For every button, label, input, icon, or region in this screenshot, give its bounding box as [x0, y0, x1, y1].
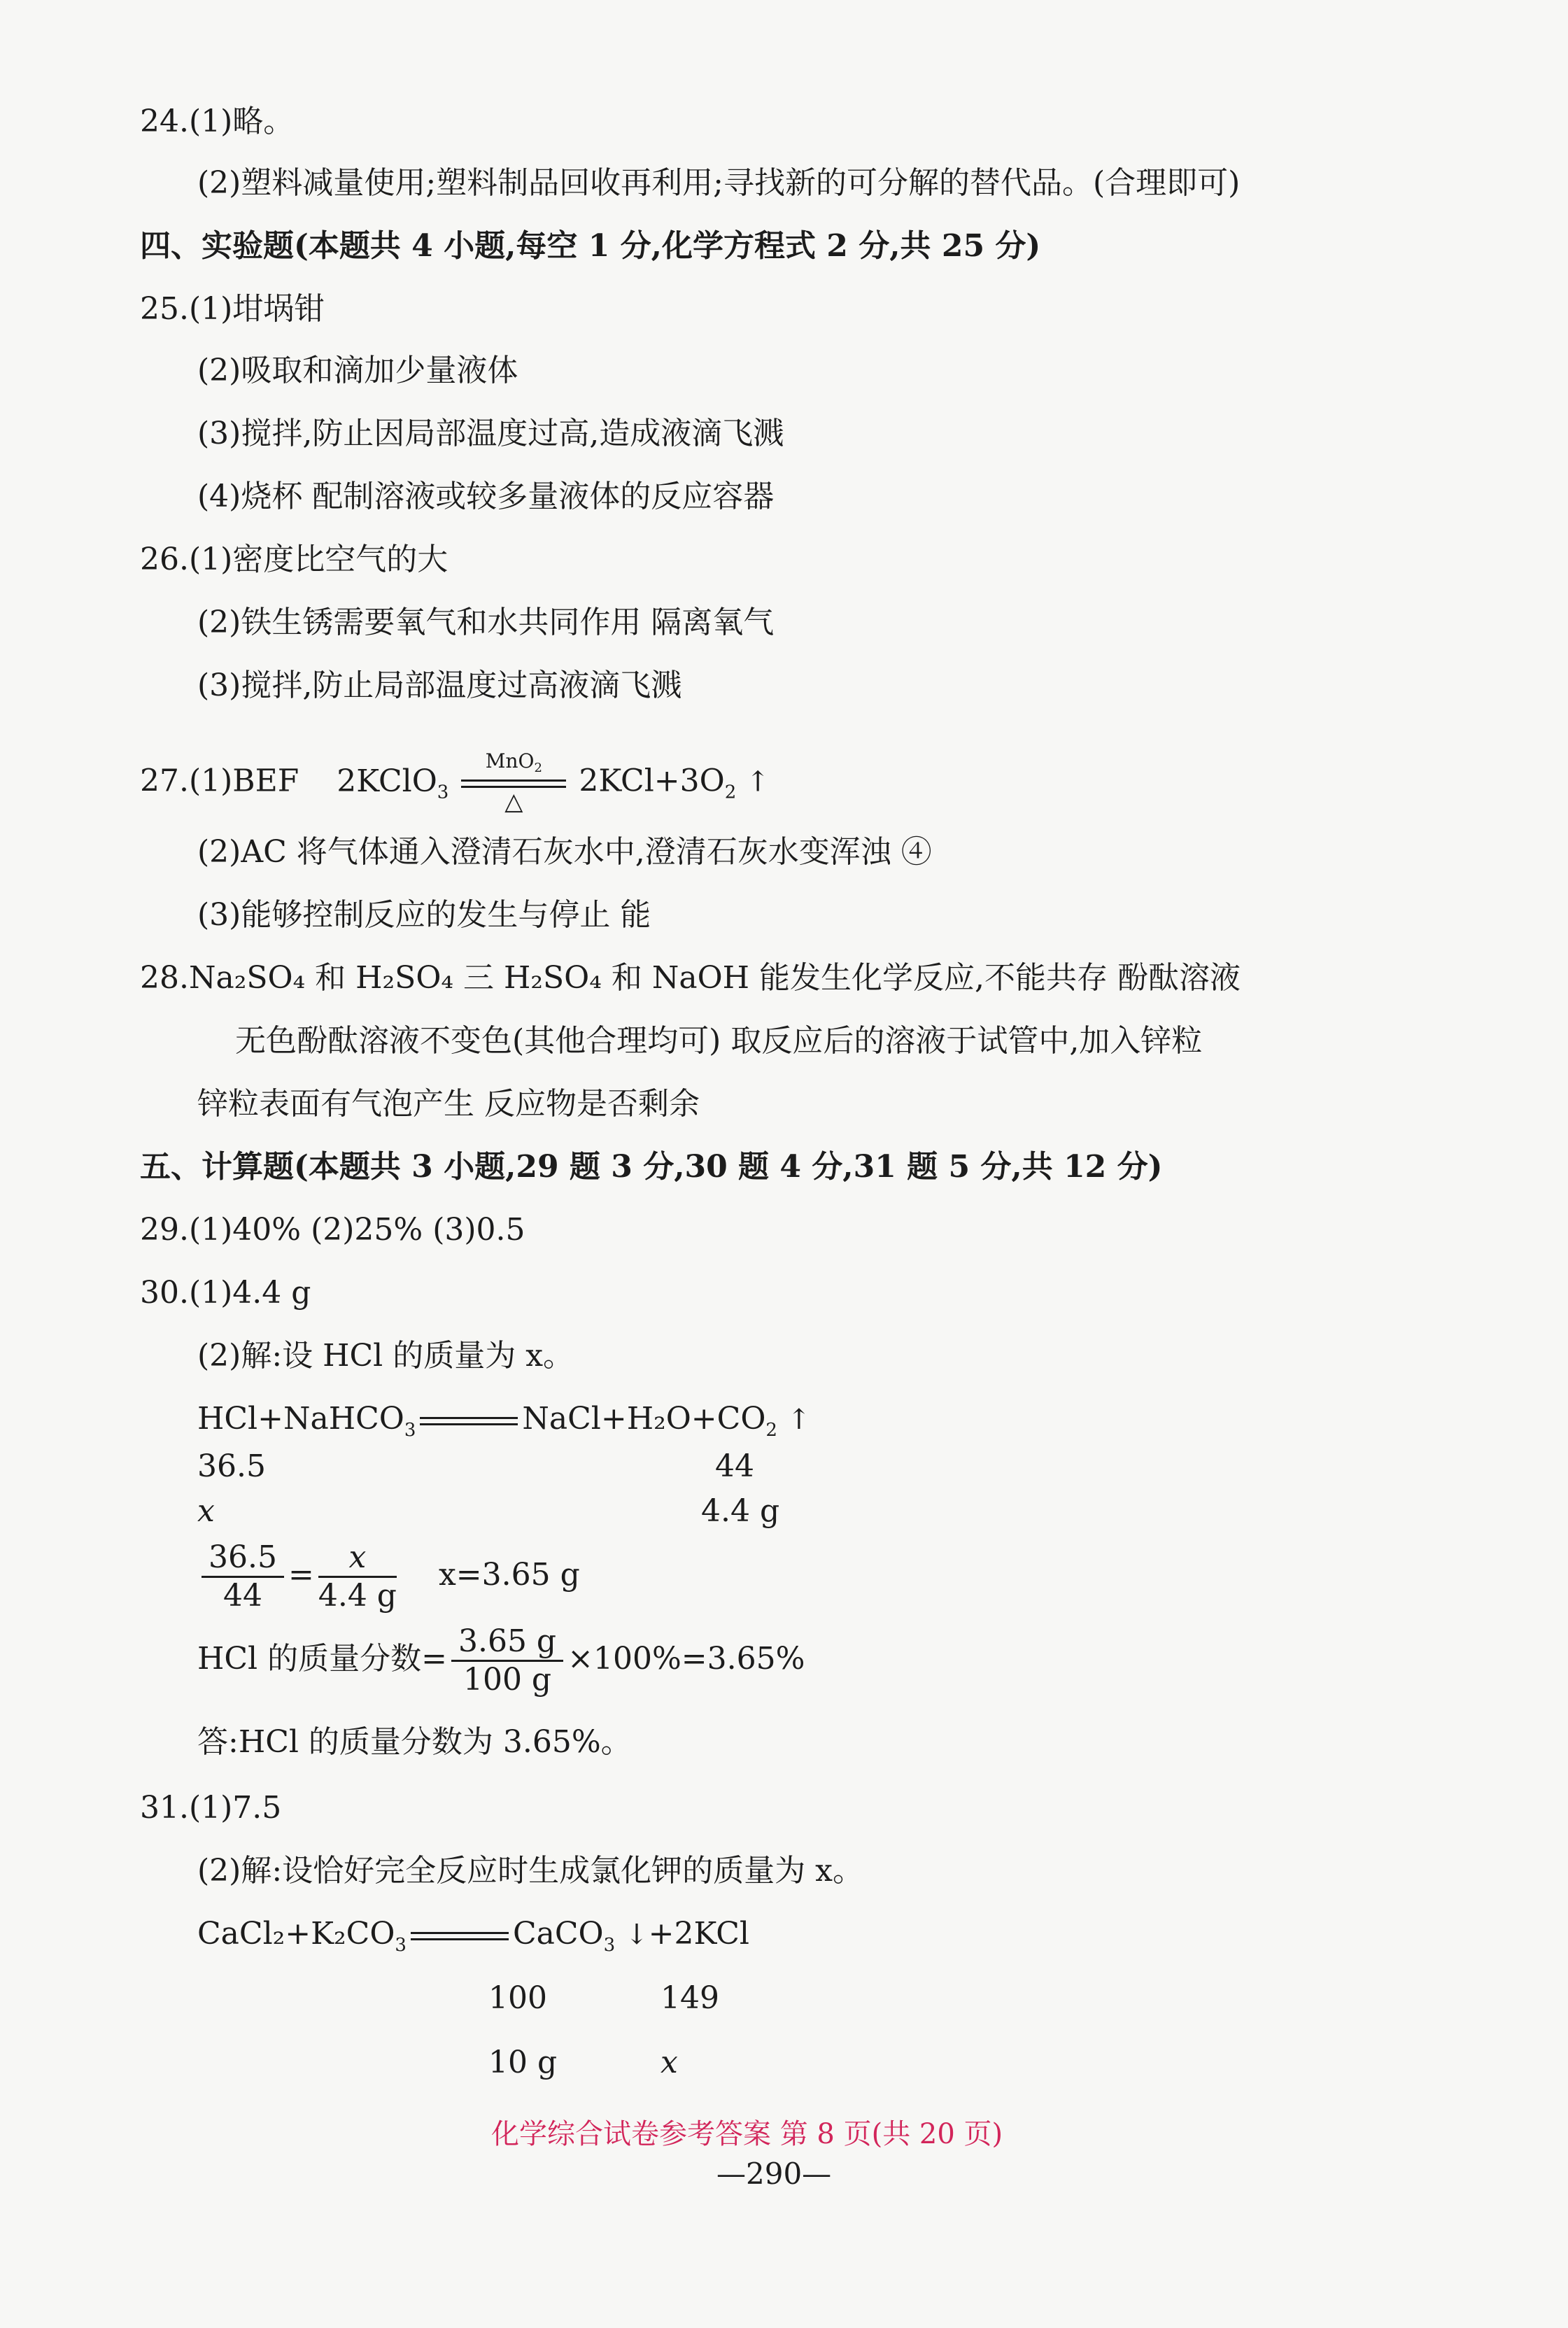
- q27-eq-right-sub: 2: [724, 782, 737, 803]
- q27-eq-left: 2KClO: [337, 763, 437, 799]
- q30-proportion: $\frac{36.5}{44}$ = $\frac{x}{4.4 g}$ x=3.65 g: [197, 1539, 580, 1614]
- q30-molar-mass-1: 36.5: [197, 1448, 266, 1484]
- q31-equals-bar: [411, 1932, 509, 1940]
- q30-variable-1: x: [197, 1493, 215, 1529]
- gas-arrow-icon: ↑: [746, 766, 770, 798]
- q27-heat-symbol: △: [504, 788, 523, 816]
- q30-fraction-3: $\frac{3.65 g}{100 g}$: [451, 1623, 563, 1698]
- q25-answer-1: 25.(1)坩埚钳: [140, 291, 325, 327]
- q26-answer-2: (2)铁生锈需要氧气和水共同作用 隔离氧气: [197, 605, 775, 640]
- q27-reaction-condition: [461, 750, 566, 816]
- q31-variable-2: x: [661, 2045, 678, 2080]
- precipitate-arrow-icon: ↓: [625, 1919, 649, 1951]
- q27-prefix: 27.(1)BEF: [140, 763, 299, 799]
- q30-fraction-2: $\frac{x}{4.4 g}$: [318, 1539, 397, 1614]
- q31-eq-right: CaCO: [512, 1916, 604, 1952]
- q27-answer-2: (2)AC 将气体通入澄清石灰水中,澄清石灰水变浑浊 ④: [197, 834, 932, 870]
- q31-equation: [197, 1914, 749, 1965]
- q30-mass-fraction: HCl 的质量分数= $\frac{3.65 g}{100 g}$ ×100%=3.65%: [197, 1623, 805, 1698]
- q31-eq-left-sub: 3: [395, 1935, 407, 1956]
- q25-answer-4: (4)烧杯 配制溶液或较多量液体的反应容器: [197, 479, 775, 514]
- q30-answer-2: (2)解:设 HCl 的质量为 x。: [197, 1338, 574, 1374]
- q25-answer-3: (3)搅拌,防止因局部温度过高,造成液滴飞溅: [197, 416, 784, 451]
- q30-molar-mass-2: 44: [715, 1448, 754, 1484]
- q28-answer-line-2: 无色酚酞溶液不变色(其他合理均可) 取反应后的溶液于试管中,加入锌粒: [235, 1023, 1203, 1059]
- q30-eq-left: HCl+NaHCO: [197, 1401, 404, 1437]
- q30-equals-bar: [420, 1417, 518, 1425]
- q27-eq-right: 2KCl+3O: [579, 763, 725, 799]
- q27-eq-left-sub: 3: [437, 782, 449, 803]
- q31-eq-right-sub: 3: [603, 1935, 616, 1956]
- q30-answer-1: 30.(1)4.4 g: [140, 1275, 311, 1311]
- q24-answer-1: 24.(1)略。: [140, 104, 295, 139]
- q30-equation: [197, 1399, 810, 1450]
- q31-answer-1: 31.(1)7.5: [140, 1790, 282, 1826]
- q28-answer-line-3: 锌粒表面有气泡产生 反应物是否剩余: [197, 1086, 700, 1122]
- section-5-title: 五、计算题(本题共 3 小题,29 题 3 分,30 题 4 分,31 题 5 分,共 12 分): [140, 1149, 1163, 1185]
- q29-answer: 29.(1)40% (2)25% (3)0.5: [140, 1212, 525, 1248]
- q27-answer-3: (3)能够控制反应的发生与停止 能: [197, 897, 651, 933]
- q25-answer-2: (2)吸取和滴加少量液体: [197, 353, 518, 388]
- q31-eq-left: CaCl₂+K₂CO: [197, 1916, 395, 1952]
- q26-answer-3: (3)搅拌,防止局部温度过高液滴飞溅: [197, 668, 682, 703]
- q28-answer-line-1: 28.Na₂SO₄ 和 H₂SO₄ 三 H₂SO₄ 和 NaOH 能发生化学反应,不能共存 酚酞溶液: [140, 960, 1241, 996]
- q31-variable-1: 10 g: [488, 2045, 558, 2080]
- q27-answer-1: [140, 750, 770, 816]
- q27-catalyst: MnO$_2$: [485, 749, 542, 775]
- q31-molar-mass-2: 149: [661, 1980, 719, 2016]
- section-4-title: 四、实验题(本题共 4 小题,每空 1 分,化学方程式 2 分,共 25 分): [140, 228, 1041, 264]
- q30-fraction-1: $\frac{36.5}{44}$: [202, 1539, 284, 1614]
- q31-answer-2: (2)解:设恰好完全反应时生成氯化钾的质量为 x。: [197, 1853, 863, 1889]
- q30-answer-conclusion: 答:HCl 的质量分数为 3.65%。: [197, 1724, 632, 1760]
- q30-result: x=3.65 g: [438, 1557, 580, 1593]
- q24-answer-2: (2)塑料减量使用;塑料制品回收再利用;寻找新的可分解的替代品。(合理即可): [197, 165, 1241, 201]
- q31-eq-tail: +2KCl: [648, 1916, 749, 1952]
- q30-variable-2: 4.4 g: [701, 1493, 780, 1529]
- q30-eq-left-sub: 3: [404, 1420, 416, 1441]
- q26-answer-1: 26.(1)密度比空气的大: [140, 542, 448, 577]
- q31-molar-mass-1: 100: [488, 1980, 547, 2016]
- q27-equals-bar: [461, 779, 566, 788]
- page-footer: 化学综合试卷参考答案 第 8 页(共 20 页): [491, 2118, 1003, 2150]
- page-number: —290—: [716, 2157, 832, 2191]
- q30-eq-right: NaCl+H₂O+CO: [522, 1401, 766, 1437]
- q30-eq-right-sub: 2: [765, 1420, 777, 1441]
- gas-arrow-icon: ↑: [786, 1404, 811, 1436]
